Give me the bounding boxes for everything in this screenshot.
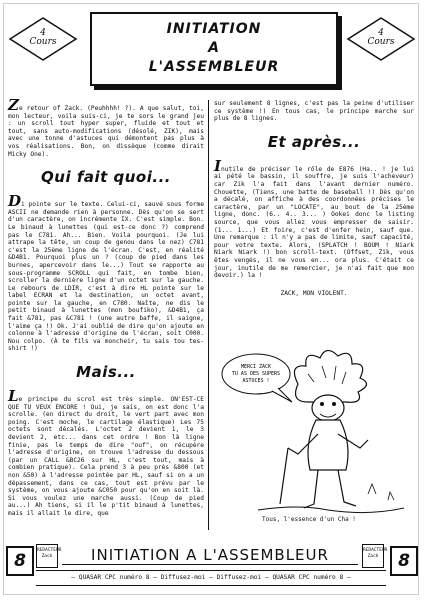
page-number-right: 8: [390, 546, 418, 576]
footer-divider: [62, 564, 358, 565]
speech-line-2: TU AS DES SUPERS: [231, 371, 281, 377]
badge-label: Cours: [29, 37, 57, 47]
section-heading-qui-fait-quoi: Qui fait quoi...: [41, 168, 171, 187]
cartoon-caption: Tous, l'essence d'un Cha !: [262, 516, 356, 523]
speech-line-3: ASTUCES !: [242, 378, 270, 384]
section1-paragraph: [8, 192, 204, 353]
redacteur-label: REDACTEUR: [363, 548, 388, 553]
left-column: [8, 96, 204, 528]
badge-number: 4: [40, 28, 46, 38]
speech-line-1: MERCI ZACK: [240, 364, 272, 370]
cours-badge-left: [8, 16, 78, 62]
page-footer: [4, 540, 420, 592]
page-number-left: 8: [6, 546, 34, 576]
section3-text: nutile de préciser le rôle de E876 (Ha.. ! je lui ai pété le bassin, il souffre, je suis l'acheveur) car Zik l'a fait dans l'avant dernier numéro. Chouette, (Tiens, une batte de baseball !) Dès qu'on a décalé, on affiche à des coordonnées précises le caractère, par un "LOCATE", au bout de la 25ème ligne, donc. (6.. 4.. 3... ) Ookei donc le listing source, que vous allez vous empresser de saisir. (1... 1...) Et foire, c'est d'enfer hein, sauf que. Une remarque : il n'y a pas de limite, sauf capacité, pour votre texte. Alors, (SPLATCH ! BOUM ! Niark Niark Niark !) bon scroll-text. (Offset, Zik, vous êtes vengés, il ne vous en... ora plus. C'était ce jour, inutile de me remercier, je n'ai fait que mon devoir.) la !: [214, 165, 414, 280]
right-column: [214, 100, 414, 340]
dropcap: L: [8, 387, 19, 406]
redacteur-box-right: [362, 544, 388, 568]
redacteur-name: Zack: [367, 554, 379, 559]
page-title: [90, 12, 338, 86]
section2-paragraph: [8, 387, 204, 518]
title-line-2: A: [208, 40, 220, 56]
badge-number: 4: [378, 28, 384, 38]
dropcap: I: [214, 156, 222, 175]
intro-text: e retour of Zack. (Peuhhhh! ?). A que salut, toi, mon lecteur, voila suis-ci, je te sors le grand jeu : un scroll tout hyper super, fluide et tout et tout, sans auto-modifications (désolé, ZIK), mais avec une tonne d'astuces qui démontent pas plus à vos réalisations. Bon, on dissèque (comme dirait Micky One).: [8, 105, 204, 158]
cartoon-character-icon: [218, 344, 414, 528]
title-line-3: L'ASSEMBLEUR: [148, 59, 280, 75]
dropcap: D: [8, 192, 22, 211]
section-heading-mais: Mais...: [76, 363, 136, 382]
dropcap: Z: [8, 96, 19, 114]
author-signature: ZACK, MON VIOLENT.: [280, 289, 348, 297]
section-heading-et-apres: Et après...: [267, 132, 361, 151]
section3-paragraph: [214, 156, 414, 280]
section2-text: e principe du scrol est très simple. ON'EST-CE QUE TU VEUX ENCORE ! Oui, je sais, on est donc l'a scrolle. (en direct du droit, le vert part avec mon poing. C'est moche, le cartilage élastique) Les 75 octets sont décalés. L'octet 2 devient 1, le 3 devient 2, etc... dans cet ordre ! Bon là ligne finie, pas le temps de dire "ouf", on récupère l'adresse d'origine, on trouve l'adresse du dessous (par un CALL &BC26 sur HL, c'est tout, mais à combien pratique). Cela prend 3 à peu près &800 (et non &50) à l'adresse pointée par HL, sauf si on a un dépassement, dans ce cas, tout est prévu par le système, on vous ajoute &C050 pour qu'on en soit là. Si vous voulez une marche aussi. (Coup de pied au...) Ah tiens, si il le p'tit binaud à lunettes, mais il allait le dire, que: [8, 396, 204, 517]
redacteur-box-left: [36, 544, 62, 568]
column-divider: [208, 100, 209, 530]
cours-badge-right: [346, 16, 416, 62]
intro-paragraph: [8, 96, 204, 158]
cartoon-illustration: [218, 344, 414, 528]
continuation-paragraph: sur seulement 8 lignes, c'est pas la peine d'utiliser ce système !) En tous cas, le principe marche sur plus de 8 lignes.: [214, 100, 414, 123]
section1-text: i pointe sur le texte. Celui-ci, sauvé sous forme ASCII ne demande rien à personne. Dès qu'on se sert d'un caractère, on incrémente IX. C'est simple. Bon. Le binaud à lunettes (qui est-ce donc ?) comprend pas le C781. Ah... Bien. Voila pourquoi. (Je lui attrape la tête, un coup de genou dans le nez) C781 c'est la 25ème ligne de l'écran. C'est, en réalité &D4B1. Pourquoi plus un ? (coup de pied dans les burnes, apercevoir dans le...) Tout se rapporte au sous-programme SCROLL qui fait, en tombe bien, scroller la dernière ligne d'un octet sur la gauche. Le rebours de LDIR, c'est à dire HL pointe sur le label ECRAN et la destination, un octet avant, pointe sur la gauche, en C780. Naîte, ne dis le petit binaud à lunettes (mon boufiko), &D4B1, ça fait &781, pas &C781 ! (une autre baffe, il saigne, l'aime ça !) Ok. J'ai oublié de dire qu'on ajoute en colonne à l'adresse d'origine de l'écran, soit C000. Nou colpo. (À te fils va moncheir, tu sais tou tes-shirt !): [8, 201, 204, 353]
redacteur-label: REDACTEUR: [37, 548, 62, 553]
title-line-1: INITIATION: [166, 21, 262, 37]
redacteur-name: Zack: [41, 554, 53, 559]
badge-label: Cours: [367, 37, 395, 47]
footer-strip: — QUASAR CPC numéro 8 — Diffusez-moi — Diffusez-moi — QUASAR CPC numéro 8 —: [36, 570, 386, 586]
footer-title: INITIATION A L'ASSEMBLEUR: [91, 546, 329, 564]
